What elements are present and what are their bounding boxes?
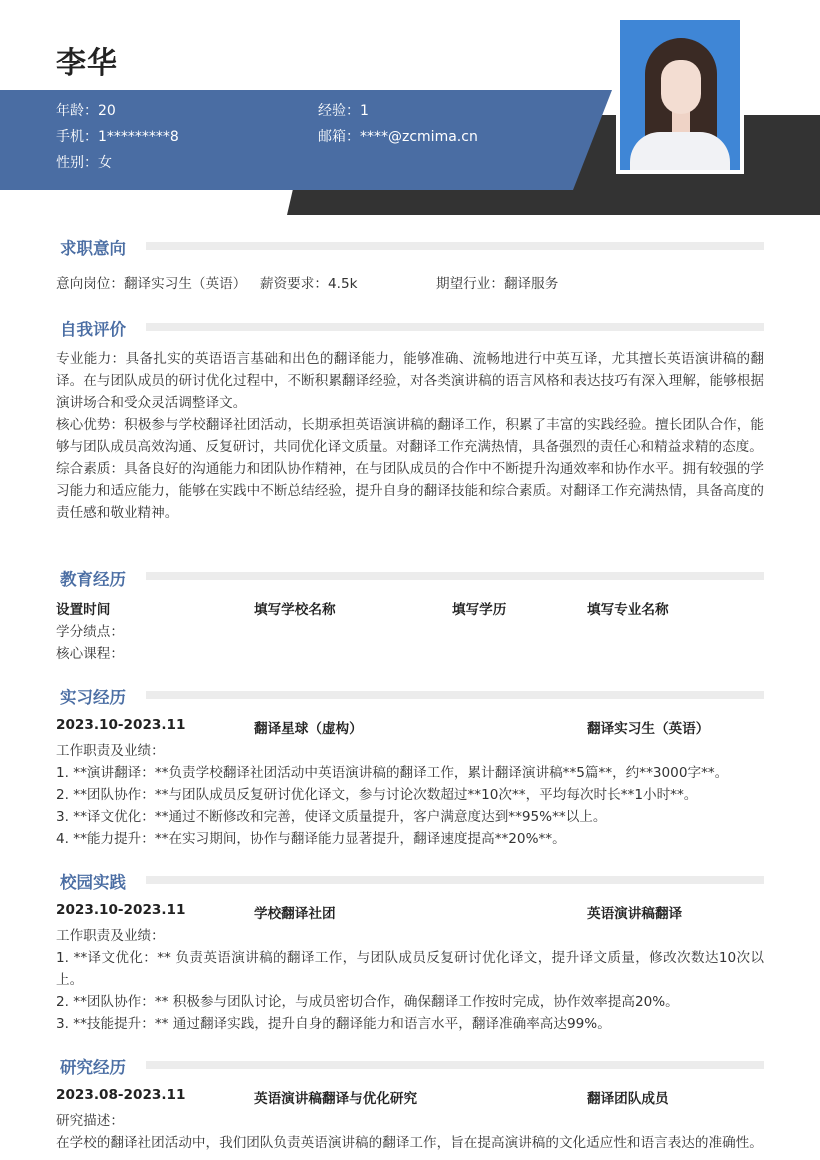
intent-industry: 期望行业：翻译服务 (436, 276, 559, 292)
campus-item: 3. **技能提升：** 通过翻译实践，提升自身的翻译能力和语言水平，翻译准确率高达99%。 (56, 1016, 611, 1032)
research-role: 翻译团队成员 (587, 1091, 669, 1107)
campus-time: 2023.10-2023.11 (56, 902, 186, 918)
self-eval-paragraph: 核心优势：积极参与学校翻译社团活动，长期承担英语演讲稿的翻译工作，积累了丰富的实践经验。擅长团队合作，能够与团队成员高效沟通、反复研讨，共同优化译文质量。对翻译工作充满热情，具备强烈的责任心和精益求精的态度。 (56, 417, 764, 455)
intent-position: 意向岗位：翻译实习生（英语） (56, 276, 247, 292)
section-title-research: 研究经历 (60, 1058, 126, 1077)
self-eval-paragraph: 综合素质：具备良好的沟通能力和团队协作精神，在与团队成员的合作中不断提升沟通效率和协作水平。拥有较强的学习能力和适应能力，能够在实践中不断总结经验，提升自身的翻译技能和综合素质。对翻译工作充满热情，具备高度的责任感和敬业精神。 (56, 461, 764, 521)
internship-item: 2. **团队协作：**与团队成员反复研讨优化译文，参与讨论次数超过**10次**，平均每次时长**1小时**。 (56, 787, 698, 803)
internship-details (56, 740, 764, 850)
campus-details (56, 925, 764, 1035)
intent-salary: 薪资要求：4.5k (260, 276, 358, 292)
section-divider (146, 691, 764, 699)
info-value: 1*********8 (98, 129, 179, 145)
research-row (56, 1087, 764, 1109)
info-value: ****@zcmima.cn (360, 129, 478, 145)
info-label: 经验： (318, 103, 360, 119)
research-time: 2023.08-2023.11 (56, 1087, 186, 1103)
campus-duties-label: 工作职责及业绩： (56, 928, 165, 944)
section-title-campus: 校园实践 (60, 873, 126, 892)
internship-role: 翻译实习生（英语） (587, 721, 710, 737)
photo-shirt (630, 132, 730, 170)
campus-row (56, 902, 764, 924)
campus-item: 1. **译文优化：** 负责英语演讲稿的翻译工作，与团队成员反复研讨优化译文，提升译文质量，修改次数达10次以上。 (56, 950, 764, 988)
self-eval-paragraph: 专业能力：具备扎实的英语语言基础和出色的翻译能力，能够准确、流畅地进行中英互译，尤其擅长英语演讲稿的翻译。在与团队成员的研讨优化过程中，不断积累翻译经验，对各类演讲稿的语言风格和表达技巧有深入理解，能够根据演讲场合和受众灵活调整译文。 (56, 351, 764, 411)
section-divider (146, 876, 764, 884)
education-major: 填写专业名称 (587, 602, 669, 618)
research-details (56, 1110, 764, 1154)
info-age (56, 98, 179, 124)
info-label: 邮箱： (318, 129, 360, 145)
internship-item: 4. **能力提升：**在实习期间，协作与翻译能力显著提升，翻译速度提高**20%**。 (56, 831, 566, 847)
education-courses-label: 核心课程： (56, 646, 124, 662)
education-gpa-label: 学分绩点： (56, 624, 124, 640)
profile-photo (616, 17, 744, 174)
education-school: 填写学校名称 (254, 602, 336, 618)
info-label: 性别： (56, 155, 98, 171)
internship-duties-label: 工作职责及业绩： (56, 743, 165, 759)
self-eval-body (56, 348, 764, 524)
research-desc-label: 研究描述： (56, 1113, 124, 1129)
section-divider (146, 242, 764, 250)
section-divider (146, 323, 764, 331)
info-value: 1 (360, 103, 369, 119)
info-label: 手机： (56, 129, 98, 145)
campus-item: 2. **团队协作：** 积极参与团队讨论，与成员密切合作，确保翻译工作按时完成，协作效率提高20%。 (56, 994, 679, 1010)
education-time: 设置时间 (56, 602, 111, 618)
internship-row (56, 717, 764, 739)
section-title-self-eval: 自我评价 (60, 320, 126, 339)
internship-item: 1. **演讲翻译：**负责学校翻译社团活动中英语演讲稿的翻译工作，累计翻译演讲稿**5篇**，约**3000字**。 (56, 765, 729, 781)
campus-org: 学校翻译社团 (254, 906, 336, 922)
candidate-name: 李华 (56, 46, 118, 81)
info-value: 20 (98, 103, 116, 119)
campus-role: 英语演讲稿翻译 (587, 906, 683, 922)
info-phone (56, 124, 179, 150)
internship-company: 翻译星球（虚构） (254, 721, 363, 737)
info-value: 女 (98, 155, 112, 171)
section-title-internship: 实习经历 (60, 688, 126, 707)
info-experience (318, 98, 478, 124)
info-gender (56, 150, 179, 176)
section-title-job-intent: 求职意向 (60, 239, 126, 258)
education-degree: 填写学历 (452, 602, 507, 618)
section-title-education: 教育经历 (60, 570, 126, 589)
section-divider (146, 572, 764, 580)
research-desc: 在学校的翻译社团活动中，我们团队负责英语演讲稿的翻译工作，旨在提高演讲稿的文化适应性和语言表达的准确性。 (56, 1135, 763, 1151)
education-row (56, 598, 764, 620)
basic-info-left (56, 98, 179, 176)
internship-time: 2023.10-2023.11 (56, 717, 186, 733)
photo-image (620, 20, 740, 170)
section-divider (146, 1061, 764, 1069)
education-details (56, 621, 764, 665)
info-email (318, 124, 478, 150)
basic-info-right (318, 98, 478, 150)
internship-item: 3. **译文优化：**通过不断修改和完善，使译文质量提升，客户满意度达到**95%**以上。 (56, 809, 607, 825)
info-label: 年龄： (56, 103, 98, 119)
research-project: 英语演讲稿翻译与优化研究 (254, 1091, 418, 1107)
photo-face (661, 60, 701, 114)
